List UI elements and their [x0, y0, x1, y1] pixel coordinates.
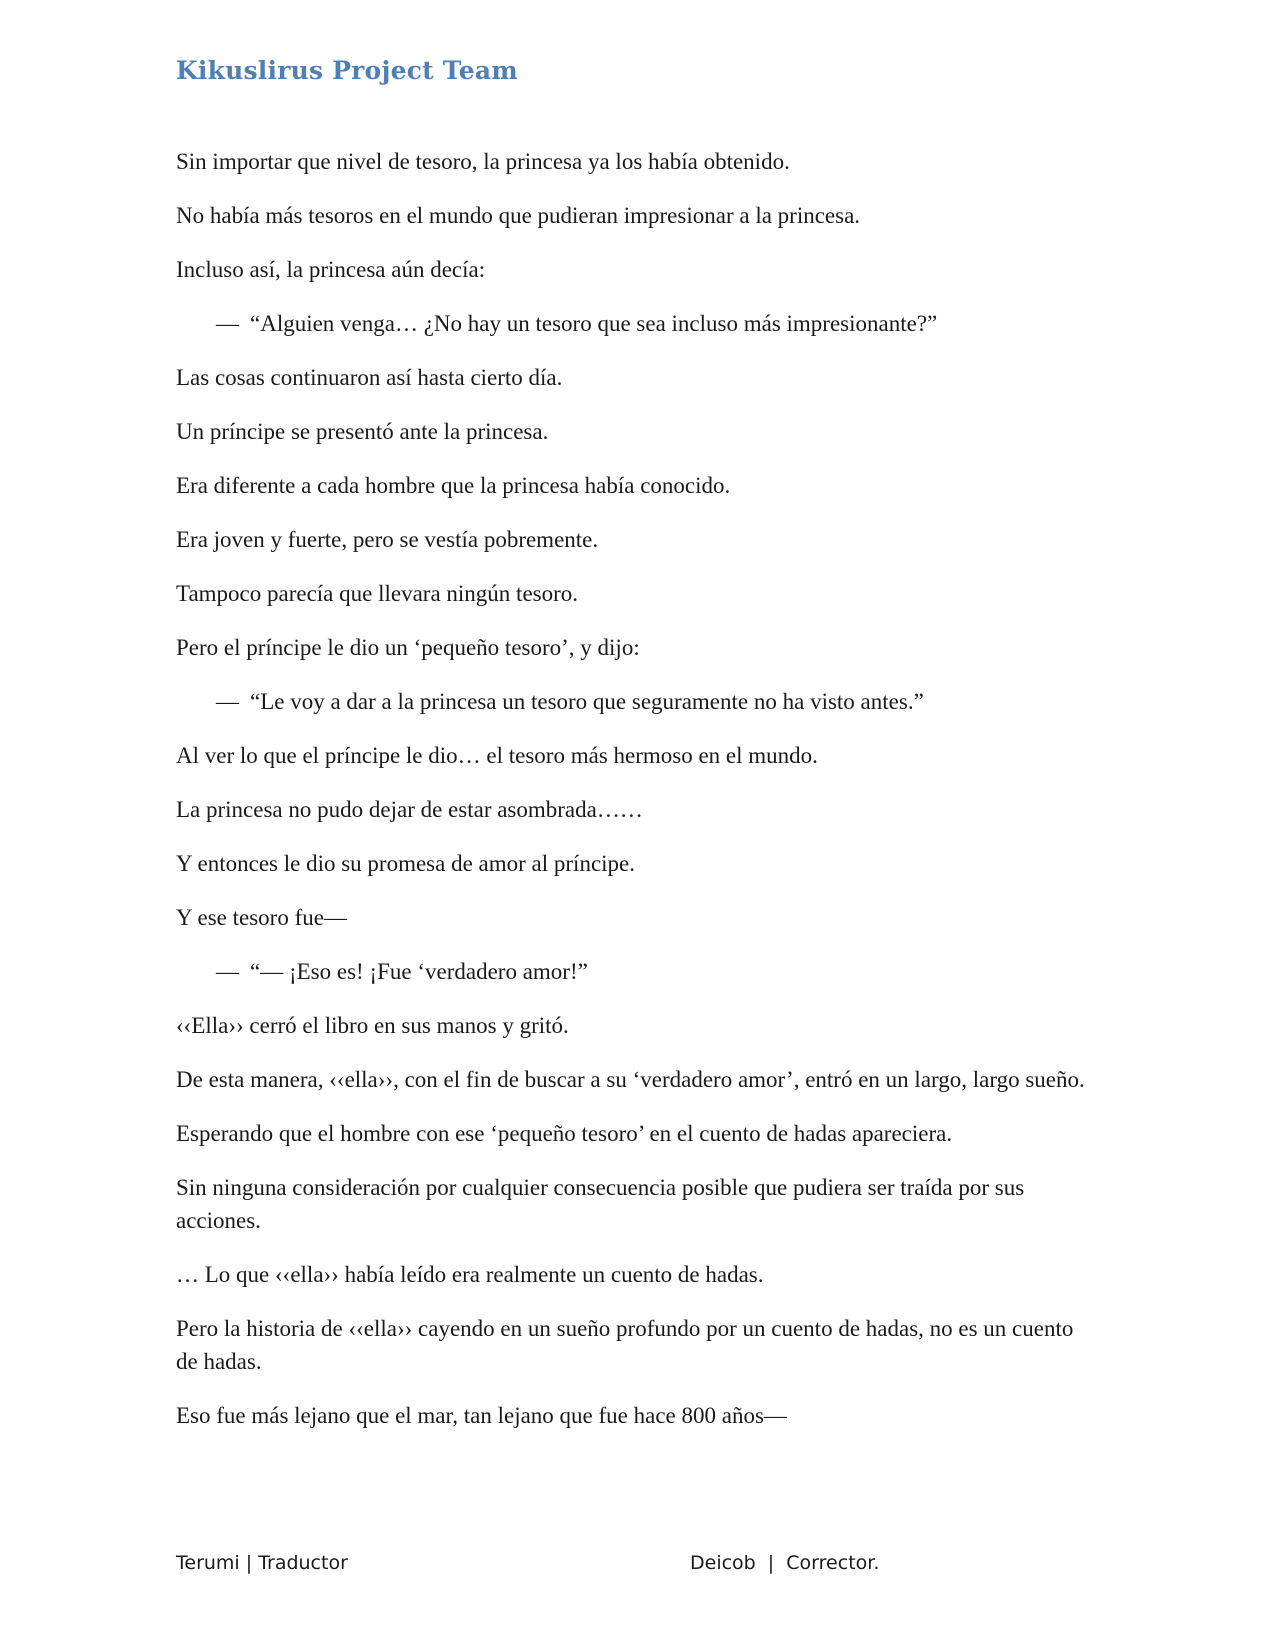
paragraph: Era diferente a cada hombre que la princesa había conocido.: [176, 473, 731, 498]
paragraph: Al ver lo que el príncipe le dio… el tesoro más hermoso en el mundo.: [176, 743, 818, 768]
paragraph: Las cosas continuaron así hasta cierto día.: [176, 365, 563, 390]
footer-translator-credit: Terumi | Traductor: [176, 1552, 348, 1574]
paragraph: Pero la historia de ‹‹ella›› cayendo en un sueño profundo por un cuento de hadas, no es un cuento de hadas.: [176, 1316, 1074, 1374]
paragraph: No había más tesoros en el mundo que pudieran impresionar a la princesa.: [176, 203, 861, 228]
paragraph: La princesa no pudo dejar de estar asombrada……: [176, 797, 643, 822]
paragraph: Era joven y fuerte, pero se vestía pobremente.: [176, 527, 599, 552]
dialogue-text: “Le voy a dar a la princesa un tesoro que seguramente no ha visto antes.”: [250, 689, 924, 714]
paragraph: Un príncipe se presentó ante la princesa.: [176, 419, 549, 444]
paragraph: De esta manera, ‹‹ella››, con el fin de buscar a su ‘verdadero amor’, entró en un largo, largo sueño.: [176, 1067, 1085, 1092]
document-body: [176, 145, 1096, 1453]
paragraph: Incluso así, la princesa aún decía:: [176, 257, 486, 282]
dialogue-dash: —: [216, 689, 239, 714]
paragraph: Sin importar que nivel de tesoro, la princesa ya los había obtenido.: [176, 149, 790, 174]
footer-corrector-credit: Deicob | Corrector.: [690, 1552, 880, 1574]
paragraph: Y entonces le dio su promesa de amor al príncipe.: [176, 851, 636, 876]
paragraph: Tampoco parecía que llevara ningún tesoro.: [176, 581, 579, 606]
dialogue-line: [176, 307, 1096, 340]
paragraph: Sin ninguna consideración por cualquier consecuencia posible que pudiera ser traída por sus acciones.: [176, 1175, 1025, 1233]
paragraph: Pero el príncipe le dio un ‘pequeño tesoro’, y dijo:: [176, 635, 640, 660]
paragraph: Eso fue más lejano que el mar, tan lejano que fue hace 800 años—: [176, 1403, 787, 1428]
dialogue-dash: —: [216, 959, 239, 984]
paragraph: Esperando que el hombre con ese ‘pequeño tesoro’ en el cuento de hadas apareciera.: [176, 1121, 953, 1146]
dialogue-line: [176, 955, 1096, 988]
dialogue-line: [176, 685, 1096, 718]
dialogue-text: “— ¡Eso es! ¡Fue ‘verdadero amor!”: [250, 959, 588, 984]
paragraph: ‹‹Ella›› cerró el libro en sus manos y gritó.: [176, 1013, 569, 1038]
document-header-title: Kikuslirus Project Team: [176, 56, 518, 85]
paragraph: … Lo que ‹‹ella›› había leído era realmente un cuento de hadas.: [176, 1262, 764, 1287]
dialogue-text: “Alguien venga… ¿No hay un tesoro que sea incluso más impresionante?”: [250, 311, 938, 336]
paragraph: Y ese tesoro fue—: [176, 905, 347, 930]
dialogue-dash: —: [216, 311, 239, 336]
